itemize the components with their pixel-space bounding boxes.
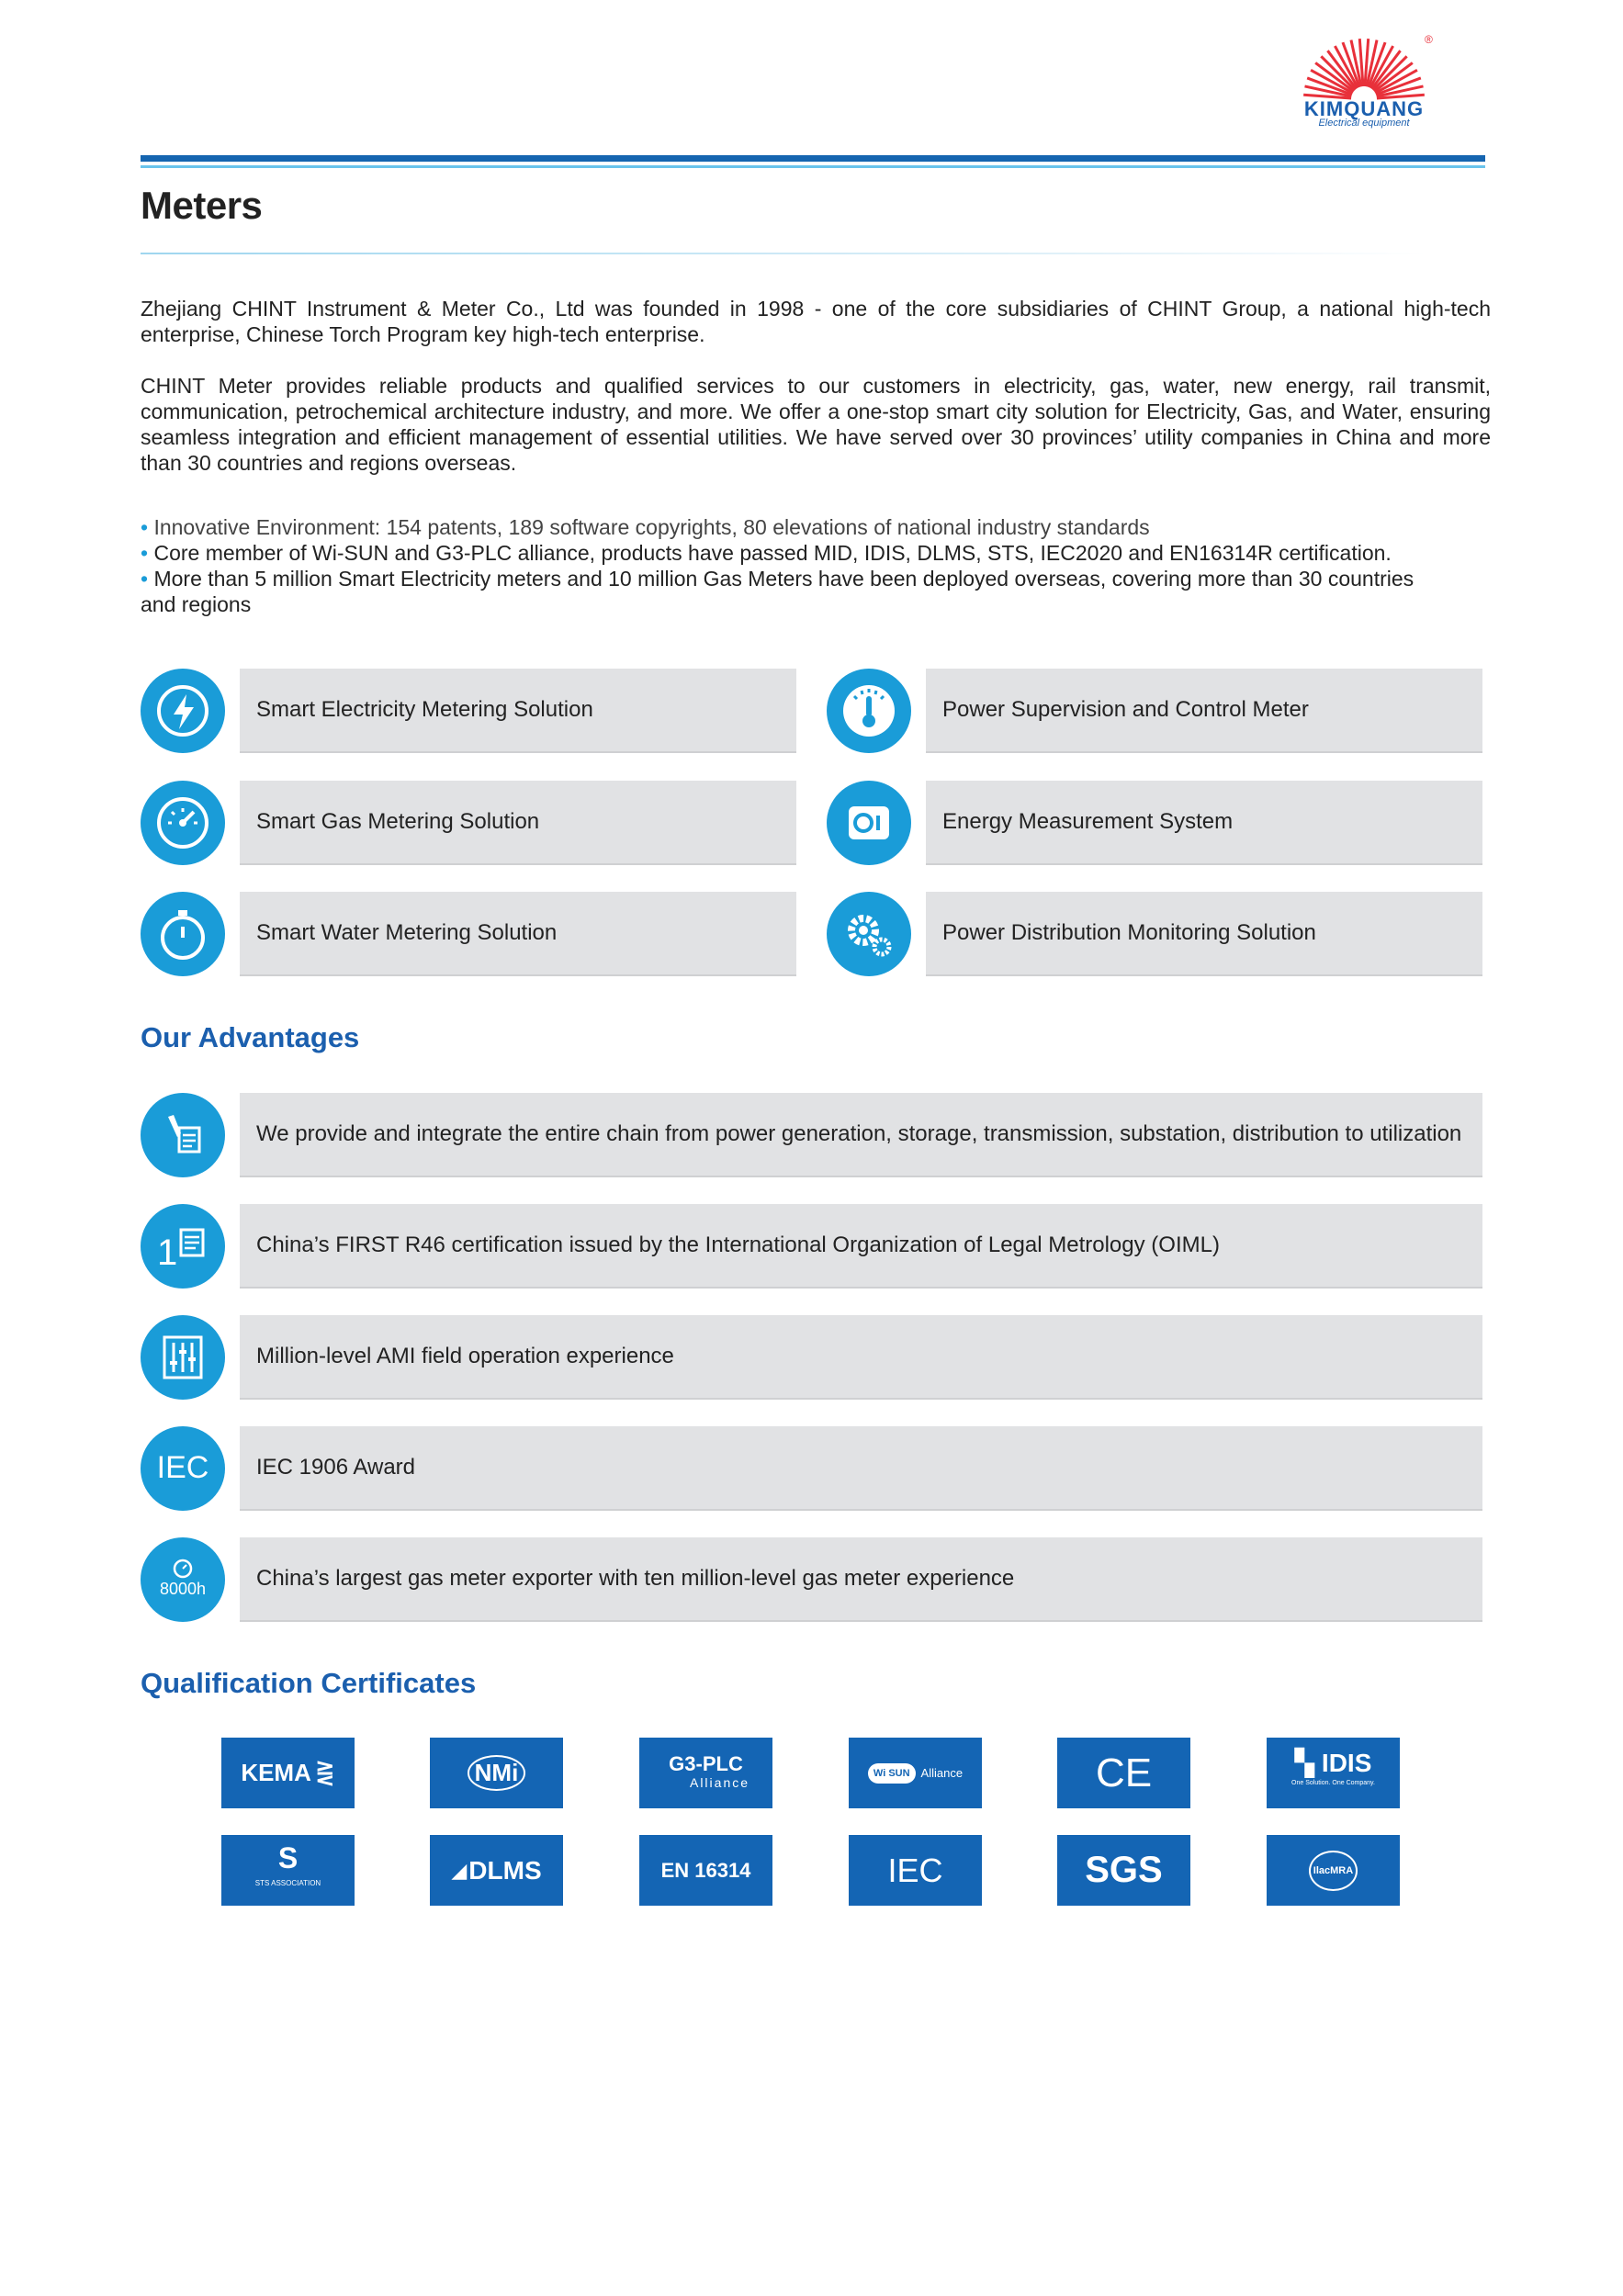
list-item: • Core member of Wi-SUN and G3-PLC alliance, products have passed MID, IDIS, DLMS, STS, IEC2020 and EN16314R certification. (141, 541, 1392, 565)
hand-document-icon (141, 1093, 225, 1177)
advantage-item: IEC 1906 Award (240, 1426, 1482, 1511)
certificates-heading: Qualification Certificates (141, 1667, 477, 1699)
title-underline (141, 253, 1426, 254)
wi-sun-logo: Wi SUN Alliance (849, 1738, 982, 1808)
page-title: Meters (141, 184, 263, 227)
sunburst-logo-icon (1291, 33, 1437, 107)
iec-logo: IEC (849, 1835, 982, 1906)
nmi-logo: NMi (430, 1738, 563, 1808)
idis-logo: ▚ IDIS One Solution. One Company. (1267, 1738, 1400, 1808)
header-rule (141, 155, 1485, 162)
intro-paragraph-1: Zhejiang CHINT Instrument & Meter Co., Ltd was founded in 1998 - one of the core subsidiaries of CHINT Group, a national high-tech enterprise, Chinese Torch Program key high-tech enterprise. (141, 297, 1491, 346)
lightning-icon (141, 669, 225, 753)
registered-mark: ® (1425, 33, 1433, 46)
advantage-item: Million-level AMI field operation experience (240, 1315, 1482, 1400)
sgs-logo: SGS (1057, 1835, 1190, 1906)
sts-logo: S STS ASSOCIATION (221, 1835, 355, 1906)
first-certificate-icon (141, 1204, 225, 1289)
solution-power-supervision[interactable]: Power Supervision and Control Meter (926, 669, 1482, 753)
brand-name: KIMQUANG (1303, 97, 1425, 120)
bullet-dot-icon: • (141, 567, 154, 591)
kema-logo: KEMA ⋛ (221, 1738, 355, 1808)
solution-power-distribution[interactable]: Power Distribution Monitoring Solution (926, 892, 1482, 976)
solution-smart-water[interactable]: Smart Water Metering Solution (240, 892, 796, 976)
solution-smart-gas[interactable]: Smart Gas Metering Solution (240, 781, 796, 865)
ilac-mra-logo: IlacMRA (1267, 1835, 1400, 1906)
speedometer-icon (141, 781, 225, 865)
advantage-item: We provide and integrate the entire chain from power generation, storage, transmission, substation, distribution to utilization (240, 1093, 1482, 1177)
list-item: • More than 5 million Smart Electricity meters and 10 million Gas Meters have been deployed overseas, covering more than 30 countries and regions (141, 567, 1414, 616)
solution-energy-measurement[interactable]: Energy Measurement System (926, 781, 1482, 865)
thermometer-gauge-icon (827, 669, 911, 753)
advantage-item: China’s largest gas meter exporter with ten million-level gas meter experience (240, 1537, 1482, 1622)
intro-paragraph-2: CHINT Meter provides reliable products and qualified services to our customers in electricity, gas, water, new energy, rail transmit, communication, petrochemical architecture industry, and more. We offer a one-stop smart city solution for Electricity, Gas, and Water, ensuring seamless integration and efficient management of essential utilities. We have served over 30 provinces’ utility companies in China and more than 30 countries and regions overseas. (141, 374, 1491, 475)
highlights-list (141, 514, 1445, 617)
svg-text:IEC: IEC (156, 1450, 209, 1485)
bullet-dot-icon: • (141, 515, 154, 539)
g3-plc-logo: G3-PLC Alliance (639, 1738, 772, 1808)
dlms-logo: ◢ DLMS (430, 1835, 563, 1906)
list-item: • Innovative Environment: 154 patents, 189 software copyrights, 80 elevations of national industry standards (141, 515, 1150, 539)
advantages-heading: Our Advantages (141, 1021, 360, 1053)
bullet-dot-icon: • (141, 541, 154, 565)
meter-box-icon (827, 781, 911, 865)
en16314-logo: EN 16314 (639, 1835, 772, 1906)
brand-logo (1291, 33, 1437, 132)
svg-text:8000h: 8000h (159, 1580, 207, 1598)
header-rule-light (141, 165, 1485, 168)
ce-logo: CE (1057, 1738, 1190, 1808)
solution-smart-electricity[interactable]: Smart Electricity Metering Solution (240, 669, 796, 753)
advantage-item: China’s FIRST R46 certification issued by the International Organization of Legal Metrology (OIML) (240, 1204, 1482, 1289)
svg-text:1: 1 (157, 1232, 178, 1273)
8000h-icon (141, 1537, 225, 1622)
brand-tagline: Electrical equipment (1318, 118, 1410, 129)
iec-icon (141, 1426, 225, 1511)
stopwatch-icon (141, 892, 225, 976)
gears-icon (827, 892, 911, 976)
sliders-icon (141, 1315, 225, 1400)
